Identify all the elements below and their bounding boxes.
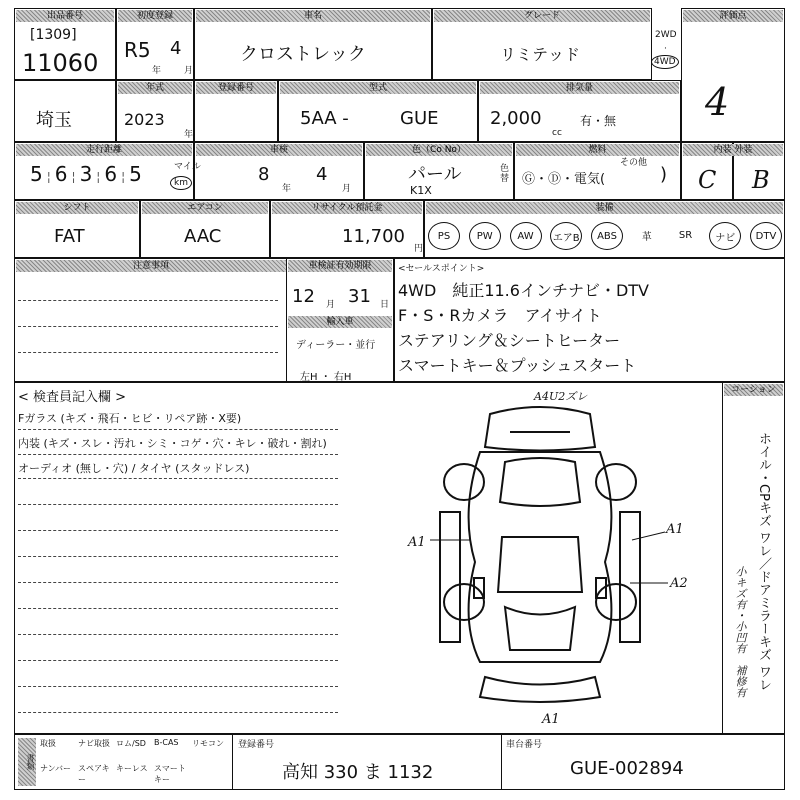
color-change: 色替 [500,164,510,184]
expiry-month: 12 [292,286,315,307]
drive-4wd: 4WD [651,55,679,69]
insp-line-3: オーディオ (無し・穴) / タイヤ (スタッドレス) [18,462,250,475]
document-item: スマートキー [154,764,186,784]
insp-year-unit: 年 [282,184,292,194]
aircon-header: エアコン [142,202,268,214]
cc-unit: cc [552,128,562,138]
color-code: K1X [410,184,432,197]
sale-header: <セールスポイント> [398,264,485,274]
fuel-header: 燃料 [516,144,679,156]
mile-unit: マイル [174,162,201,172]
shift-header: シフト [16,202,138,214]
sale-points [398,278,649,378]
fuel-other: その他 [620,158,648,168]
mileage-digit: 6 [104,162,122,186]
equipment-header: 装備 [426,202,783,214]
model-year-header: 年式 [118,82,192,94]
equipment-list [428,222,782,250]
mark-front: A4U2ズレ [534,390,588,403]
mileage-digit: 3 [79,162,97,186]
chassis-no: GUE-002894 [570,758,684,779]
steering: 左H ・ 右H [300,372,352,383]
score: 4 [705,80,730,124]
document-item: リモコン [192,739,224,748]
fuel-close: ) [660,164,668,185]
document-item: ナンバー [40,764,72,773]
lot-bracket: [1309] [30,27,77,43]
lot-header: 出品番号 [16,10,114,22]
equipment-item: PW [469,222,501,250]
insp-month: 4 [316,164,328,185]
aircon: AAC [184,226,222,247]
grade-header: グレード [434,10,650,22]
document-item: ナビ取扱 [78,739,110,748]
insp-year: 8 [258,164,270,185]
document-item: 取扱 [40,739,56,748]
grade: リミテッド [500,45,581,64]
chassis-label: 車台番号 [506,740,543,750]
km-unit: km [170,176,192,190]
model-year: 2023 [124,110,165,129]
equipment-item: PS [428,222,460,250]
lot-number: 11060 [22,49,99,77]
document-item: スペアキー [78,764,110,784]
first-reg-header: 初度登録 [118,10,192,22]
car-diagram [420,392,660,722]
yen-unit: 円 [414,244,424,254]
sale-point: ステアリング＆シートヒーター [398,331,621,350]
interior-grade: C [698,166,717,194]
equipment-item: SR [678,229,693,241]
registration-header: 登録番号 [196,82,276,94]
recycle: 11,700 [342,226,405,247]
recycle-header: リサイクル預託金 [272,202,422,214]
displacement-header: 排気量 [480,82,679,94]
year-unit: 年 [152,66,162,76]
expiry-header: 車検証有効期限 [288,260,392,272]
notes-header: 注意事項 [16,260,286,272]
sale-point: 4WD 純正11.6インチナビ・DTV [398,281,649,300]
model-header: 型式 [280,82,476,94]
year-unit-2: 年 [184,130,194,140]
mark-left: A1 [408,535,426,550]
equipment-item: DTV [750,222,782,250]
document-items [40,738,230,785]
reg-month: 4 [170,38,182,59]
grade-ie-header: 内装 外装 [683,144,783,156]
import-type: ディーラー・並行 [296,340,376,351]
score-box [681,8,785,142]
mileage-digit: 5 [129,162,146,186]
equipment-item: AW [510,222,542,250]
equipment-item: エアB [550,222,582,250]
mark-right-1: A1 [666,522,684,537]
color-header: 色（Co No） [366,144,512,156]
inspector-header: < 検査員記入欄 > [18,390,127,405]
turbo: 有・無 [580,114,617,128]
score-header: 評価点 [683,10,783,22]
caution-handwritten: 小キズ有・小凹有 補修有 [734,566,747,698]
equipment-item: ナビ [709,222,741,250]
sale-point: F・S・Rカメラ アイサイト [398,306,602,325]
equipment-item: 革 [641,231,652,243]
inspection-header: 車検 [196,144,362,156]
expiry-month-unit: 月 [326,300,336,310]
era: R5 [124,38,151,62]
equipment-item: ABS [591,222,623,250]
mark-right-2: A2 [670,576,688,591]
fuel-options: Ⓖ・Ⓓ・電気( [522,172,606,187]
displacement: 2,000 [490,108,542,129]
document-item: キーレス [116,764,148,773]
import-header: 輸入車 [288,316,392,328]
color-name: パール [408,164,462,185]
insp-line-2: 内装 (キズ・スレ・汚れ・シミ・コゲ・穴・キレ・破れ・割れ) [18,437,327,450]
mileage-digits: 5¦6¦3¦6¦5 [30,162,146,186]
reg-label: 登録番号 [238,740,275,750]
prefecture: 埼玉 [36,110,72,131]
caution-text: ホイル・CPキズ ワレ／ドアミラーキズ ワレ [756,432,771,692]
month-unit: 月 [184,66,194,76]
exterior-grade: B [752,166,770,194]
caution-header: コーション [724,384,783,396]
car-name: クロストレック [240,44,366,65]
mileage-digit: 6 [54,162,72,186]
car-name-header: 車名 [196,10,430,22]
mileage-header: 走行距離 [16,144,192,156]
drive-2wd: 2WD [655,30,677,40]
model-prefix: 5AA - [300,108,349,129]
sale-point: スマートキー＆プッシュスタート [398,356,637,375]
document-item: B-CAS [154,738,179,747]
reg-plate: 高知 330 ま 1132 [282,762,434,783]
insp-line-1: Fガラス (キズ・飛石・ヒビ・リペア跡・X要) [18,412,242,425]
shift: FAT [54,226,85,247]
mark-rear: A1 [542,712,560,727]
model: GUE [400,108,439,129]
expiry-day: 31 [348,286,371,307]
insp-month-unit: 月 [342,184,352,194]
document-item: ロム/SD [116,739,146,748]
mileage-digit: 5 [30,162,47,186]
